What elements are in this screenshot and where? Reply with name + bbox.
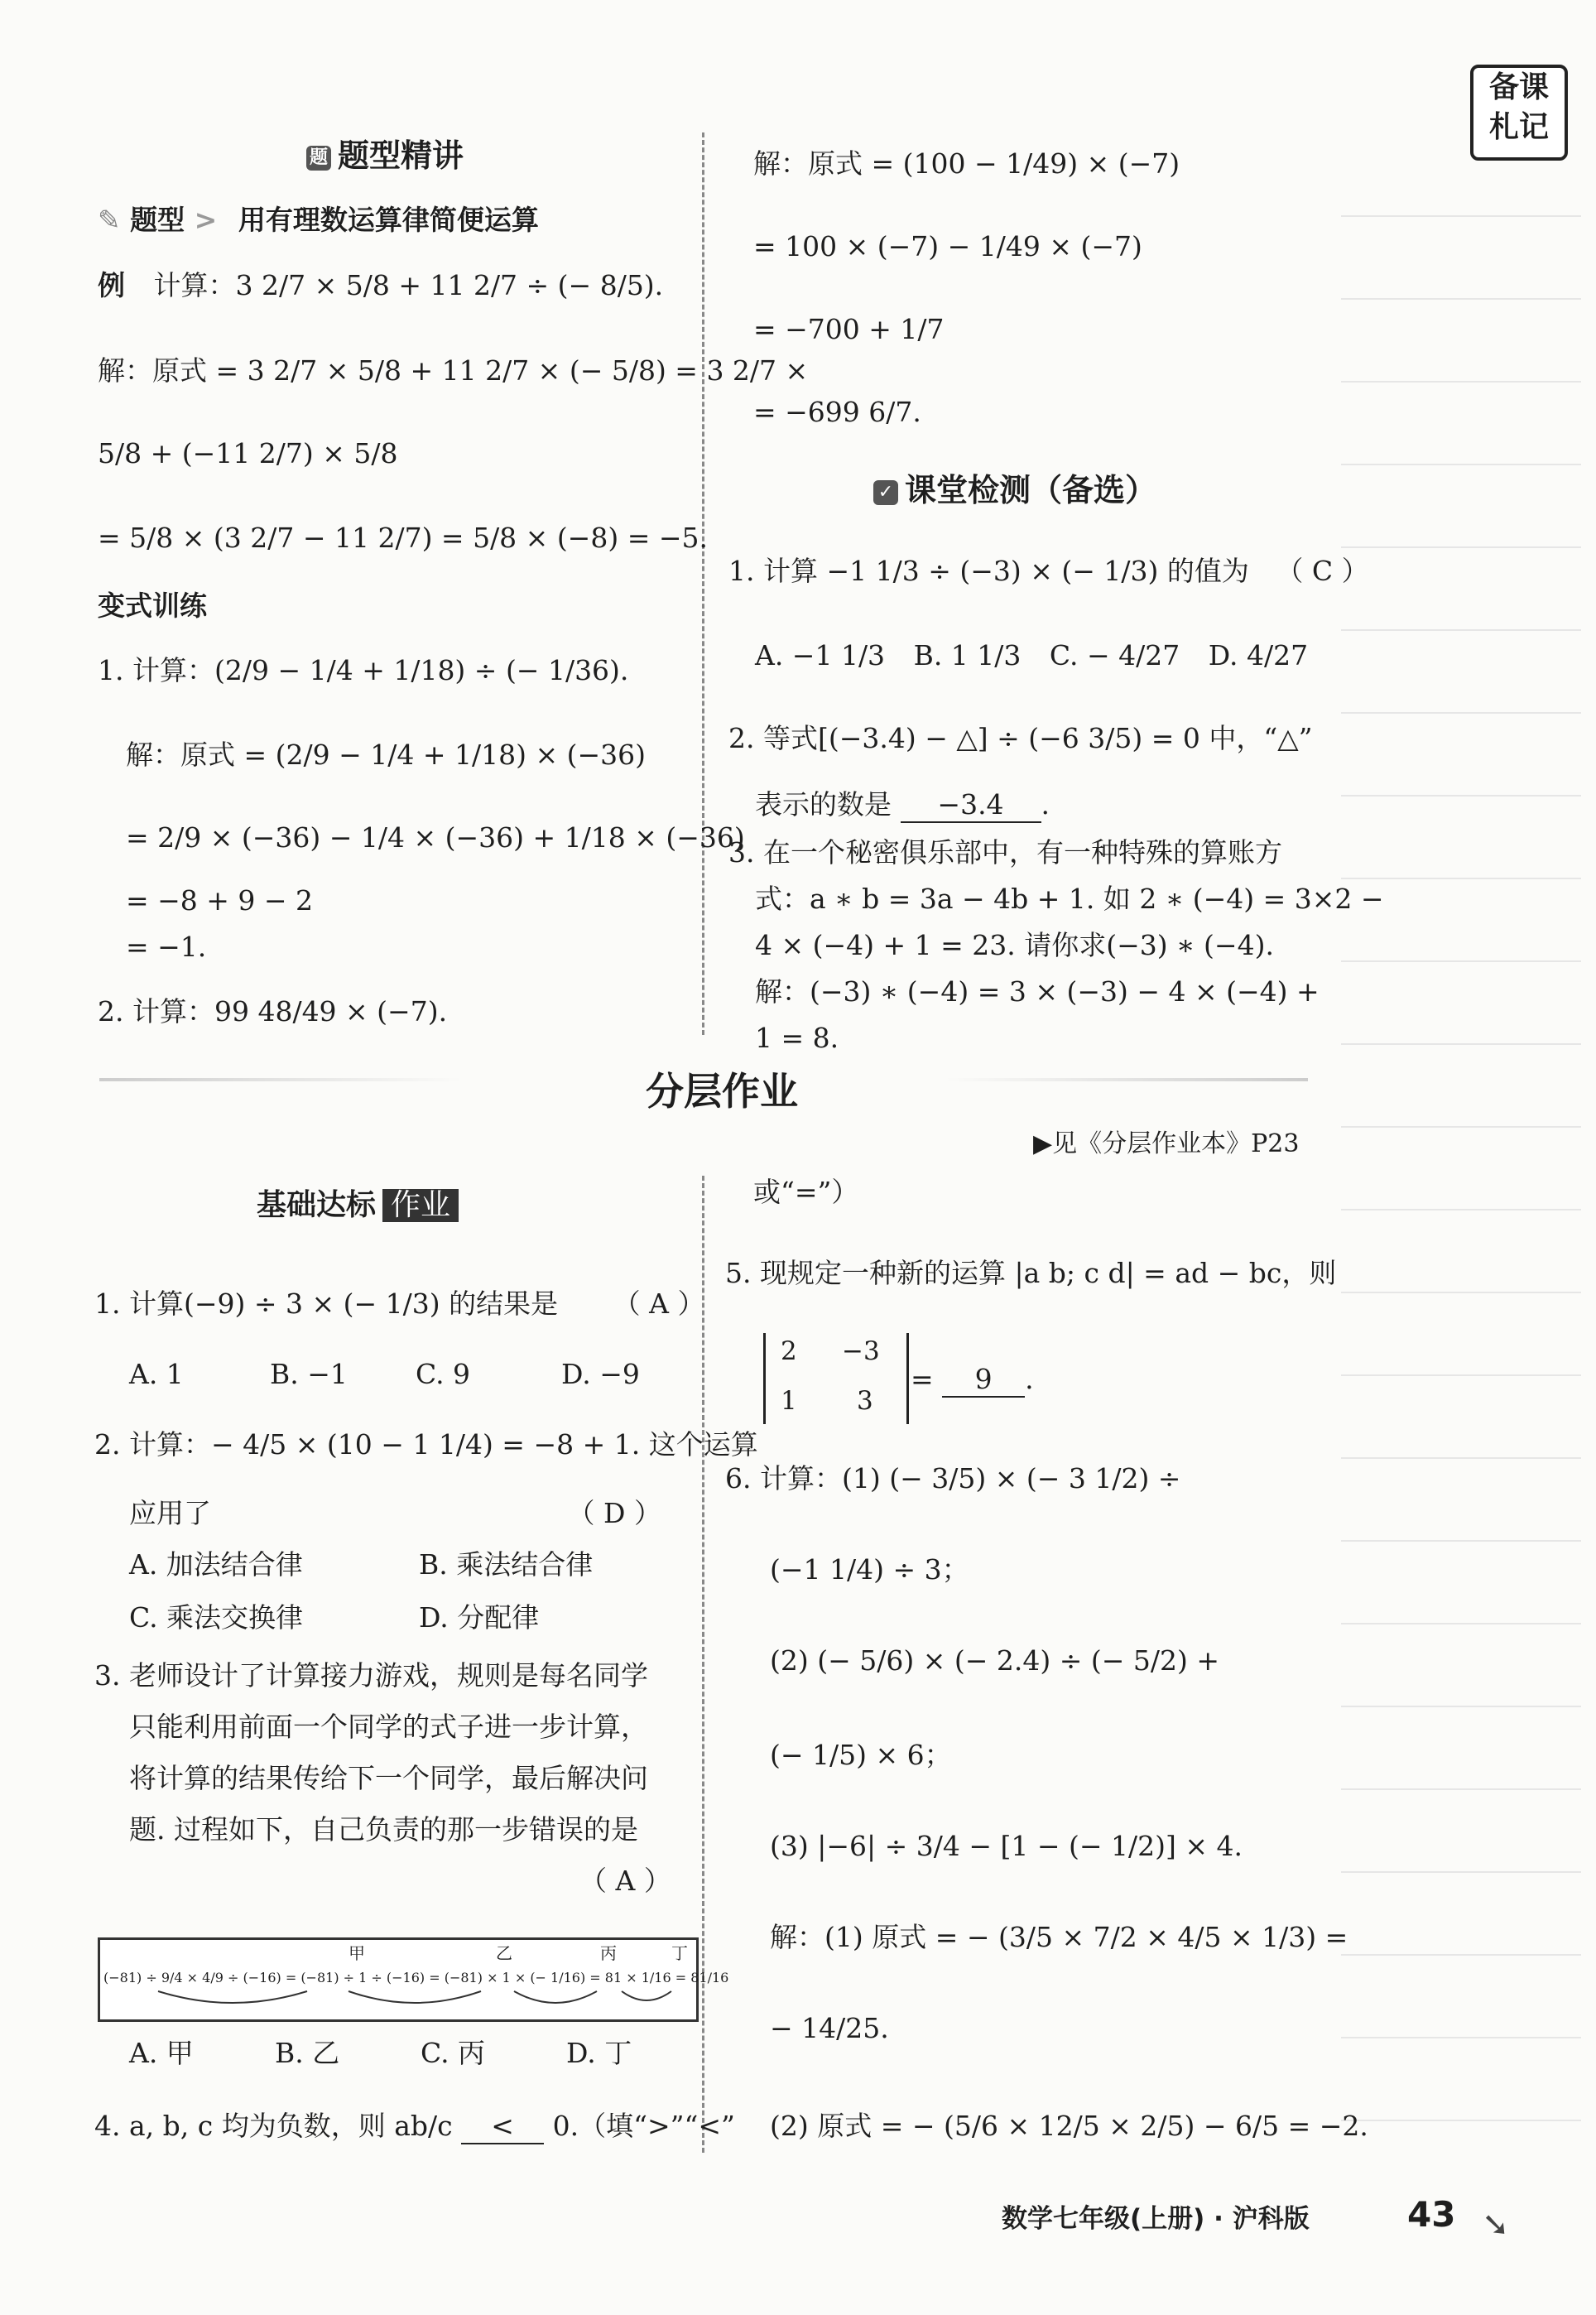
label-jia: 甲 bbox=[349, 1943, 365, 1963]
hw-q3-line: 将计算的结果传给下一个同学，最后解决问 bbox=[129, 1762, 648, 1794]
notes-badge bbox=[1470, 65, 1568, 161]
option-a: A. 加法结合律 bbox=[129, 1548, 303, 1581]
check-q3-line: 1 = 8. bbox=[755, 1022, 839, 1054]
check-q2-prefix: 表示的数是 bbox=[755, 788, 892, 821]
column-divider bbox=[702, 132, 704, 1035]
hw-q1-answer: A bbox=[649, 1287, 669, 1320]
check-q3-line: 式：a ∗ b = 3a − 4b + 1. 如 2 ∗ (−4) = 3×2 − bbox=[755, 883, 1384, 915]
variant-title: 变式训练 bbox=[98, 590, 207, 622]
note-line bbox=[1341, 1457, 1581, 1459]
hw-q3-options bbox=[129, 2037, 632, 2070]
hw-q4-cont: 或“=”） bbox=[753, 1176, 859, 1208]
note-line bbox=[1341, 2037, 1581, 2038]
hw-q5: 5. 现规定一种新的运算 |a b; c d| = ad − bc，则 bbox=[725, 1257, 1337, 1289]
hw-q4 bbox=[94, 2110, 735, 2144]
check-q2-answer: −3.4 bbox=[901, 788, 1041, 823]
note-line bbox=[1341, 1043, 1581, 1045]
hw-q3-line: 3. 老师设计了计算接力游戏，规则是每名同学 bbox=[94, 1659, 648, 1692]
hw-q2-answer: D bbox=[603, 1497, 626, 1529]
hw-q4-suffix: 0.（填“>”“<” bbox=[552, 2110, 735, 2142]
hw-q6-part2b: (− 1/5) × 6； bbox=[770, 1739, 952, 1771]
solution-line: = 5/8 × (3 2/7 − 11 2/7) = 5/8 × (−8) = −5. bbox=[98, 522, 708, 554]
note-line bbox=[1341, 464, 1581, 465]
note-line bbox=[1341, 1540, 1581, 1542]
type-heading bbox=[98, 204, 539, 237]
hw-q6-sol1b: − 14/25. bbox=[770, 2012, 889, 2044]
hw-q6-part1b: (−1 1/4) ÷ 3； bbox=[770, 1553, 969, 1586]
label-yi: 乙 bbox=[496, 1943, 512, 1963]
variant-q1-solution: = −8 + 9 − 2 bbox=[126, 884, 314, 917]
homework-ref: ▶见《分层作业本》P23 bbox=[1033, 1129, 1300, 1158]
option-c: C. 乘法交换律 bbox=[129, 1601, 304, 1634]
check-q1-answer: C bbox=[1311, 555, 1334, 587]
note-line bbox=[1341, 1209, 1581, 1210]
book-title: 数学七年级(上册) · 沪科版 bbox=[1002, 2204, 1310, 2234]
relay-game-box bbox=[98, 1937, 729, 2022]
option-c: C. − 4/27 bbox=[1049, 639, 1180, 671]
hw-q6-part2a: (2) (− 5/6) × (− 2.4) ÷ (− 5/2) + bbox=[770, 1644, 1220, 1677]
determinant bbox=[763, 1333, 909, 1424]
hw-q2-options-row1 bbox=[129, 1548, 593, 1581]
column-divider bbox=[702, 1176, 704, 2153]
example-text: 计算：3 2/7 × 5/8 + 11 2/7 ÷ (− 8/5). bbox=[153, 269, 664, 301]
variant-q2: 2. 计算：99 48/49 × (−7). bbox=[98, 995, 448, 1028]
section-title bbox=[306, 139, 464, 172]
hw-q2: 2. 计算：− 4/5 × (10 − 1 1/4) = −8 + 1. 这个运算 bbox=[94, 1428, 758, 1461]
q2-solution-line: 解：原式 = (100 − 1/49) × (−7) bbox=[753, 147, 1180, 180]
note-line bbox=[1341, 1623, 1581, 1624]
variant-q1-solution: = −1. bbox=[126, 931, 207, 963]
option-a: A. 甲 bbox=[129, 2037, 194, 2069]
hw-q1: 1. 计算(−9) ÷ 3 × (− 1/3) 的结果是 （ A ） bbox=[94, 1287, 705, 1320]
notes-badge-line1: 备课 bbox=[1488, 70, 1549, 104]
solution-line: 解：原式 = 3 2/7 × 5/8 + 11 2/7 × (− 5/8) = 3 2/7 × bbox=[98, 354, 809, 387]
variant-q1-solution: = 2/9 × (−36) − 1/4 × (−36) + 1/18 × (−36) bbox=[126, 821, 745, 854]
note-line bbox=[1341, 2120, 1581, 2121]
option-c: C. 9 bbox=[416, 1358, 471, 1390]
det-b: −3 bbox=[842, 1336, 880, 1366]
solution-line: 5/8 + (−11 2/7) × 5/8 bbox=[98, 437, 398, 469]
variant-q1-solution: 解：原式 = (2/9 − 1/4 + 1/18) × (−36) bbox=[126, 739, 646, 771]
check-icon: ✓ bbox=[873, 480, 898, 505]
corner-arrow-icon: ➘ bbox=[1482, 2206, 1510, 2244]
det-c: 1 bbox=[781, 1386, 797, 1416]
relay-expression: (−81) ÷ 9/4 × 4/9 ÷ (−16) = (−81) ÷ 1 ÷ (−16) = (−81) × 1 × (− 1/16) = 81 × 1/16 = 81/16 bbox=[103, 1970, 729, 1985]
check-q3-line: 4 × (−4) + 1 = 23. 请你求(−3) ∗ (−4). bbox=[755, 929, 1274, 961]
hw-q2-prefix: 应用了 bbox=[129, 1497, 211, 1529]
q2-solution-line: = −699 6/7. bbox=[753, 396, 921, 428]
check-title bbox=[873, 474, 1156, 507]
example-problem bbox=[98, 269, 663, 302]
hw-q3-line: 只能利用前面一个同学的式子进一步计算， bbox=[129, 1711, 648, 1743]
note-line bbox=[1341, 1954, 1581, 1956]
note-line bbox=[1341, 960, 1581, 962]
hw-q5-answer: 9 bbox=[942, 1363, 1025, 1398]
note-line bbox=[1341, 1706, 1581, 1707]
option-d: D. 分配律 bbox=[419, 1601, 540, 1634]
hw-q2-options-row2 bbox=[129, 1601, 539, 1634]
check-title-text: 课堂检测（备选） bbox=[905, 472, 1157, 508]
option-c: C. 丙 bbox=[421, 2037, 486, 2069]
notes-badge-line2: 札记 bbox=[1488, 110, 1549, 144]
hw-q1-text: 1. 计算(−9) ÷ 3 × (− 1/3) 的结果是 bbox=[94, 1287, 559, 1320]
basic-heading bbox=[257, 1189, 459, 1222]
label-ding: 丁 bbox=[671, 1943, 688, 1963]
type-label: 题型 bbox=[130, 204, 185, 236]
lecture-icon: 题 bbox=[306, 146, 331, 171]
note-line bbox=[1341, 878, 1581, 879]
hw-q3-answer-wrap: （ A ） bbox=[579, 1865, 671, 1897]
hw-q6-part3: (3) |−6| ÷ 3/4 − [1 − (− 1/2)] × 4. bbox=[770, 1830, 1243, 1862]
homework-tag: 作业 bbox=[382, 1189, 459, 1222]
check-q1-text: 1. 计算 −1 1/3 ÷ (−3) × (− 1/3) 的值为 bbox=[728, 555, 1249, 587]
option-a: A. −1 1/3 bbox=[755, 639, 886, 671]
note-line bbox=[1341, 215, 1581, 217]
section-title-text: 题型精讲 bbox=[338, 137, 464, 174]
note-line bbox=[1341, 381, 1581, 383]
q2-solution-line: = −700 + 1/7 bbox=[753, 313, 945, 345]
hw-q6: 6. 计算：(1) (− 3/5) × (− 3 1/2) ÷ bbox=[725, 1462, 1181, 1494]
option-b: B. −1 bbox=[270, 1358, 348, 1390]
note-line bbox=[1341, 629, 1581, 631]
hw-q6-sol2: (2) 原式 = − (5/6 × 12/5 × 2/5) − 6/5 = −2. bbox=[770, 2110, 1368, 2142]
page-number: 43 bbox=[1407, 2194, 1456, 2235]
note-line bbox=[1341, 546, 1581, 548]
type-text: 用有理数运算律简便运算 bbox=[238, 204, 539, 236]
note-line bbox=[1341, 1292, 1581, 1293]
note-line bbox=[1341, 298, 1581, 300]
option-b: B. 乙 bbox=[275, 2037, 340, 2069]
chevron-right-icon: > bbox=[194, 204, 218, 236]
hw-q4-prefix: 4. a, b, c 均为负数，则 ab/c bbox=[94, 2110, 453, 2142]
option-d: D. 4/27 bbox=[1208, 639, 1309, 671]
pencil-icon: ✎ bbox=[98, 204, 121, 236]
check-q1-options bbox=[755, 639, 1308, 672]
note-line bbox=[1341, 1788, 1581, 1790]
example-label: 例 bbox=[98, 269, 125, 301]
check-q2-answer-line: 表示的数是 −3.4 . bbox=[755, 788, 1050, 823]
option-d: D. −9 bbox=[561, 1358, 640, 1390]
note-line bbox=[1341, 1871, 1581, 1873]
check-q3-line: 3. 在一个秘密俱乐部中，有一种特殊的算账方 bbox=[728, 836, 1282, 869]
det-d: 3 bbox=[857, 1386, 873, 1416]
relay-arrows bbox=[100, 1986, 696, 2016]
hw-q6-sol1a: 解：(1) 原式 = − (3/5 × 7/2 × 4/5 × 1/3) = bbox=[770, 1921, 1348, 1953]
det-a: 2 bbox=[781, 1336, 797, 1366]
option-a: A. 1 bbox=[129, 1358, 184, 1390]
hw-q3-answer: A bbox=[615, 1865, 636, 1897]
note-line bbox=[1341, 1374, 1581, 1376]
note-line bbox=[1341, 795, 1581, 797]
hw-q4-answer: < bbox=[461, 2110, 544, 2144]
note-line bbox=[1341, 712, 1581, 714]
check-q1: 1. 计算 −1 1/3 ÷ (−3) × (− 1/3) 的值为 （ C ） bbox=[728, 555, 1369, 587]
check-q2: 2. 等式[(−3.4) − △] ÷ (−6 3/5) = 0 中，“△” bbox=[728, 722, 1313, 754]
hw-q2-line2: 应用了 （ D ） bbox=[129, 1497, 661, 1529]
note-line bbox=[1341, 1126, 1581, 1128]
check-q3-line: 解：(−3) ∗ (−4) = 3 × (−3) − 4 × (−4) + bbox=[755, 975, 1320, 1008]
variant-q1: 1. 计算：(2/9 − 1/4 + 1/18) ÷ (− 1/36). bbox=[98, 654, 629, 686]
hw-q3-line: 题. 过程如下，自己负责的那一步错误的是 bbox=[129, 1813, 638, 1846]
q2-solution-line: = 100 × (−7) − 1/49 × (−7) bbox=[753, 230, 1142, 262]
option-b: B. 1 1/3 bbox=[913, 639, 1022, 671]
label-bing: 丙 bbox=[600, 1943, 617, 1963]
homework-title: 分层作业 bbox=[646, 1069, 798, 1114]
option-b: B. 乘法结合律 bbox=[419, 1548, 594, 1581]
hw-q1-options bbox=[129, 1358, 640, 1391]
hw-q5-answer-line: = 9 . bbox=[911, 1363, 1034, 1398]
basic-heading-text: 基础达标 bbox=[257, 1188, 377, 1222]
option-d: D. 丁 bbox=[566, 2037, 632, 2069]
